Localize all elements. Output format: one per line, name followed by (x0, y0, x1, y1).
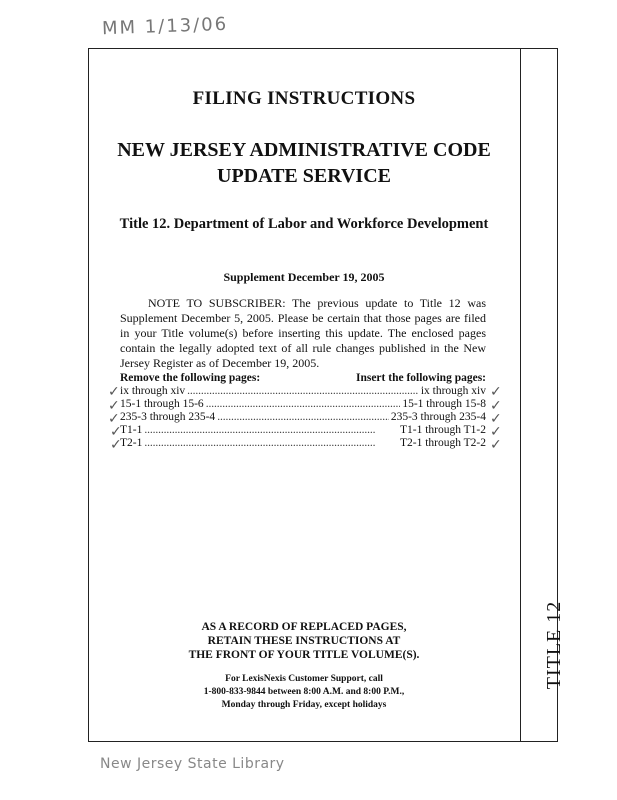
remove-pages: T1-1 (120, 424, 143, 436)
handwritten-note: MM 1/13/06 (101, 13, 229, 40)
checkmark-icon: ✓ (110, 424, 122, 440)
record-notice-line: RETAIN THESE INSTRUCTIONS AT (207, 635, 401, 647)
page-row (120, 411, 486, 424)
leader-dots (206, 398, 401, 411)
support-line: 1-800-833-9844 between 8:00 A.M. and 8:00 P.M., (203, 687, 405, 697)
title-heading: Title 12. Department of Labor and Workforce Development (119, 216, 489, 232)
support-info (88, 673, 520, 712)
remove-pages: T2-1 (120, 437, 143, 449)
subtitle-line: NEW JERSEY ADMINISTRATIVE CODE (117, 139, 491, 161)
insert-header: Insert the following pages: (355, 372, 486, 384)
support-line: For LexisNexis Customer Support, call (225, 674, 383, 684)
library-stamp: New Jersey State Library (100, 756, 285, 772)
page-title: FILING INSTRUCTIONS (192, 88, 416, 109)
checkmark-icon: ✓ (490, 398, 502, 414)
insert-pages: 235-3 through 235-4 (390, 411, 486, 423)
tab-label: TITLE 12 (543, 600, 565, 690)
checkmark-icon: ✓ (490, 437, 502, 453)
leader-dots (144, 424, 398, 437)
record-notice-line: AS A RECORD OF REPLACED PAGES, (201, 621, 407, 633)
checkmark-icon: ✓ (108, 398, 120, 414)
insert-pages: 15-1 through 15-8 (402, 398, 486, 410)
remove-header: Remove the following pages: (120, 372, 261, 384)
pages-header (120, 372, 486, 384)
subtitle-line: UPDATE SERVICE (217, 165, 391, 187)
remove-pages: 235-3 through 235-4 (120, 411, 216, 423)
record-notice (88, 620, 520, 662)
support-line: Monday through Friday, except holidays (221, 700, 387, 710)
page-row (120, 398, 486, 411)
insert-pages: ix through xiv (420, 385, 486, 397)
insert-pages: T1-1 through T1-2 (399, 424, 486, 436)
leader-dots (144, 437, 398, 450)
insert-pages: T2-1 through T2-2 (399, 437, 486, 449)
leader-dots (217, 411, 389, 424)
page-row (120, 385, 486, 398)
checkmark-icon: ✓ (490, 384, 502, 400)
page-row (120, 424, 486, 437)
supplement-date: Supplement December 19, 2005 (223, 270, 385, 284)
tab-divider (520, 48, 521, 742)
remove-pages: 15-1 through 15-6 (120, 398, 204, 410)
record-notice-line: THE FRONT OF YOUR TITLE VOLUME(S). (188, 649, 420, 661)
checkmark-icon: ✓ (490, 424, 502, 440)
checkmark-icon: ✓ (108, 384, 120, 400)
leader-dots (187, 385, 419, 398)
subtitle (88, 137, 520, 189)
subscriber-note: NOTE TO SUBSCRIBER: The previous update to Title 12 was Supplement December 5, 2005. Please be certain that those pages are filed in your Title volume(s) before inserting this update. The enclosed pages contain the legally adopted text of all rule changes published in the New Jersey Register as of December 19, 2005. (120, 296, 486, 370)
checkmark-icon: ✓ (490, 411, 502, 427)
remove-pages: ix through xiv (120, 385, 186, 397)
checkmark-icon: ✓ (110, 437, 122, 453)
page-row (120, 437, 486, 450)
checkmark-icon: ✓ (108, 411, 120, 427)
pages-list (120, 385, 486, 450)
